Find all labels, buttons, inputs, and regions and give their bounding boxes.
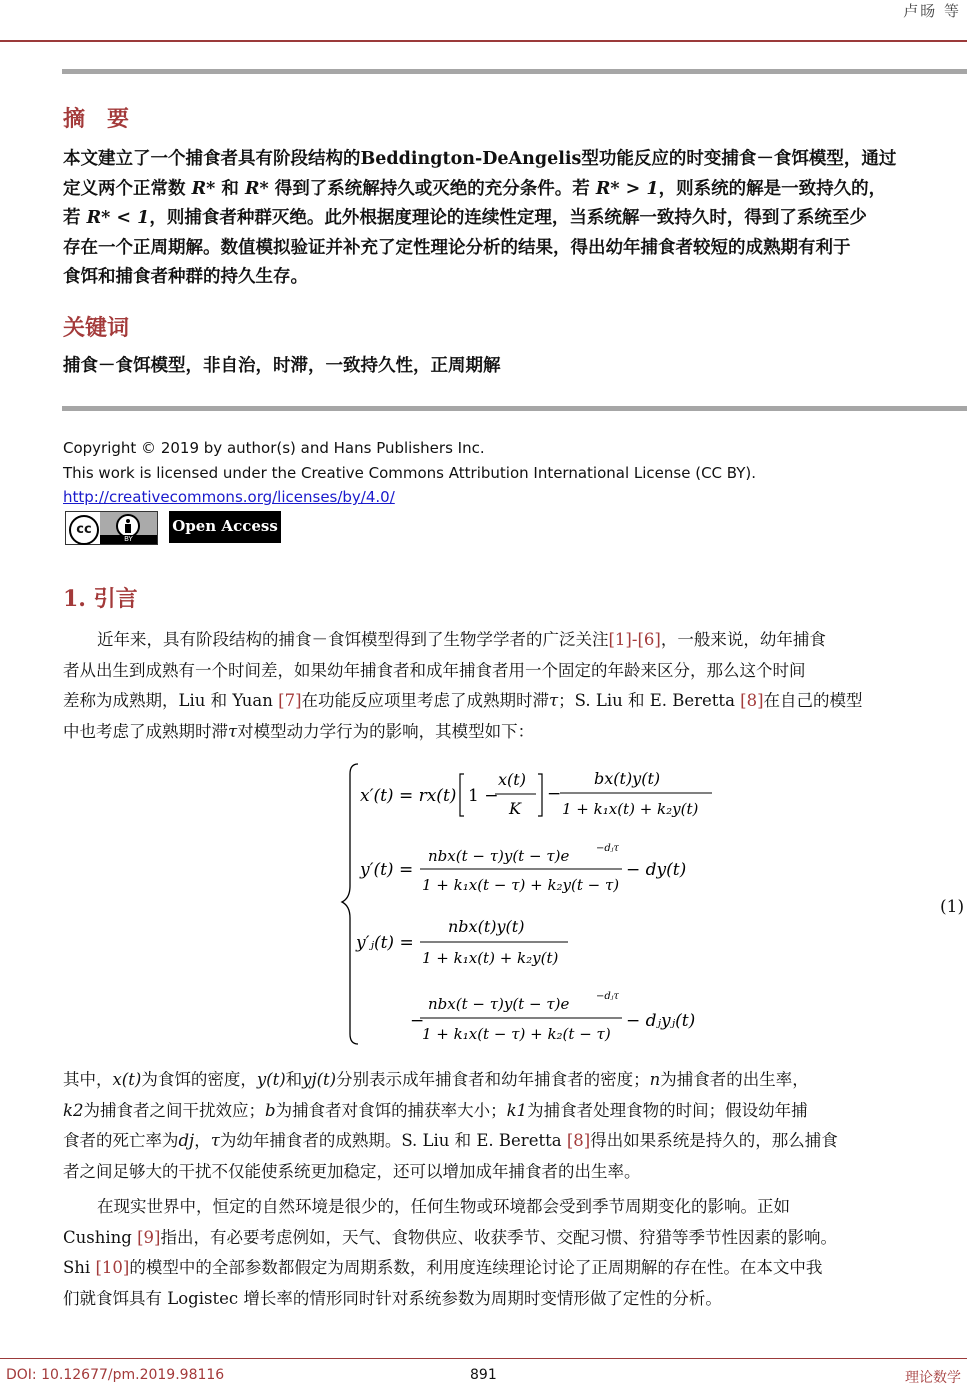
- eq1-left-bracket: [460, 774, 464, 816]
- symbol-x-t: x(t): [112, 1070, 142, 1089]
- symbol-b: b: [265, 1100, 276, 1120]
- symbol-r-star: R*: [191, 178, 216, 199]
- cc-by-badge[interactable]: [65, 511, 158, 545]
- para3-line-3: [63, 1253, 967, 1284]
- symbol-k1: k1: [506, 1100, 528, 1120]
- citation-10[interactable]: [10]: [95, 1258, 130, 1277]
- text-part: 对模型动力学行为的影响，其模型如下：: [237, 721, 535, 741]
- license-line: This work is licensed under the Creative Commons Attribution International License (CC BY).: [63, 464, 757, 482]
- symbol-tau: τ: [549, 691, 559, 710]
- text-part: ，: [194, 1131, 211, 1150]
- eq3-den: 1 + k₁x(t) + k₂y(t): [422, 949, 559, 967]
- abstract-body: [63, 145, 967, 293]
- symbol-y-t: y(t): [256, 1070, 286, 1089]
- text-part: 为捕食者处理食物的时间；假设幼年捕: [527, 1100, 808, 1120]
- eq2-den: 1 + k₁x(t − τ) + k₂y(t − τ): [422, 876, 620, 894]
- text-part: 和: [285, 1070, 303, 1089]
- eq1-frac2-num: bx(t)y(t): [594, 769, 661, 788]
- text-part: ，一般来说，幼年捕食: [660, 630, 826, 649]
- keywords-title: 关键词: [63, 315, 130, 341]
- header-rule: [0, 40, 967, 42]
- bottom-divider-bar: [62, 406, 967, 411]
- abstract-line-4: 存在一个正周期解。数值模拟验证并补充了定性理论分析的结果，得出幼年捕食者较短的成熟期有利于: [63, 237, 851, 258]
- eq2-lhs: y′(t) =: [360, 860, 414, 880]
- footer-doi[interactable]: DOI: 10.12677/pm.2019.98116: [6, 1367, 225, 1383]
- text-part: 食者的死亡率为: [63, 1131, 179, 1150]
- eq1-minus: −: [547, 784, 562, 804]
- text-part: 在自己的模型: [763, 691, 863, 710]
- citation-9[interactable]: [9]: [137, 1227, 161, 1247]
- eq1-one: 1 −: [468, 786, 499, 806]
- text-part: 分别表示成年捕食者和幼年捕食者的密度；: [336, 1070, 650, 1089]
- by-label: BY: [100, 535, 157, 544]
- text-part: 为食饵的密度，: [141, 1070, 257, 1089]
- para1-line-1: [63, 625, 967, 656]
- eq2-exp: −dⱼτ: [596, 843, 619, 854]
- abstract-line-5: 食饵和捕食者种群的持久生存。: [63, 267, 308, 287]
- eq4-den: 1 + k₁x(t − τ) + k₂(t − τ): [422, 1025, 611, 1043]
- text-part: 为捕食者的出生率，: [660, 1070, 809, 1089]
- intro-paragraph-2: [63, 1065, 967, 1187]
- text-part: 指出，有必要考虑例如，天气、食物供应、收获季节、交配习惯、狩猎等季节性因素的影响。: [160, 1227, 837, 1247]
- license-link[interactable]: http://creativecommons.org/licenses/by/4.0/: [63, 488, 395, 506]
- footer-journal: 理论数学: [905, 1370, 961, 1386]
- para3-line-2: [63, 1223, 967, 1254]
- para3-line-4: 们就食饵具有 Logistec 增长率的情形同时针对系统参数为周期时变情形做了定性的分析。: [63, 1288, 722, 1308]
- text-part: 差称为成熟期，Liu 和 Yuan: [63, 691, 279, 710]
- text-part: 得出如果系统是持久的，那么捕食: [590, 1131, 838, 1150]
- text-part: Cushing: [63, 1227, 138, 1247]
- attribution-icon-body: [125, 524, 131, 533]
- text-part: 近年来，具有阶段结构的捕食－食饵模型得到了生物学学者的广泛关注: [97, 630, 609, 649]
- text-part: 在功能反应项里考虑了成熟期时滞: [301, 691, 550, 710]
- intro-paragraph-1: [63, 625, 967, 747]
- text-part: ；S. Liu 和 E. Beretta: [558, 691, 741, 710]
- symbol-tau: τ: [228, 721, 238, 741]
- para2-line-1: [63, 1065, 967, 1096]
- eq1-right-bracket: [538, 774, 542, 816]
- eq4-exp: −dⱼτ: [596, 991, 619, 1002]
- abstract-title: 摘 要: [63, 106, 130, 132]
- citation-8[interactable]: [8]: [740, 691, 764, 710]
- citation-1-6[interactable]: [1]-[6]: [608, 630, 661, 649]
- eq3-lhs: y′ⱼ(t) =: [356, 933, 414, 953]
- cc-icon: cc: [69, 515, 99, 545]
- condition-r-greater-1: R* > 1: [595, 178, 659, 199]
- eq1-lhs: x′(t) = rx(t): [360, 786, 457, 806]
- text-part: 中也考虑了成熟期时滞: [63, 721, 228, 741]
- para2-line-2: [63, 1096, 967, 1127]
- abstract-line-1: 本文建立了一个捕食者具有阶段结构的Beddington-DeAngelis型功能反应的时变捕食－食饵模型，通过: [63, 149, 897, 169]
- open-access-badge[interactable]: Open Access: [169, 511, 281, 543]
- keywords-list: 捕食－食饵模型，非自治，时滞，一致持久性，正周期解: [63, 356, 501, 376]
- eq3-num: nbx(t)y(t): [448, 917, 525, 936]
- eq2-num: nbx(t − τ)y(t − τ)e: [428, 847, 570, 865]
- top-divider-bar: [62, 69, 967, 74]
- footer-page-number: 891: [470, 1367, 497, 1383]
- para3-line-1: 在现实世界中，恒定的自然环境是很少的，任何生物或环境都会受到季节周期变化的影响。正如: [97, 1197, 790, 1216]
- equation-system-1: [340, 758, 760, 1050]
- eq4-minus: −: [410, 1011, 425, 1031]
- equation-number: (1): [940, 897, 965, 917]
- citation-7[interactable]: [7]: [278, 691, 302, 710]
- attribution-icon-head: [126, 519, 130, 523]
- text-part: 的模型中的全部参数都假定为周期系数，利用度连续理论讨论了正周期解的存在性。在本文中我: [129, 1258, 823, 1277]
- para2-line-4: 者之间足够大的干扰不仅能使系统更加稳定，还可以增加成年捕食者的出生率。: [63, 1161, 641, 1181]
- abstract-text-part: ，则捕食者种群灭绝。此外根据度理论的连续性定理，当系统解一致持久时，得到了系统至少: [149, 208, 867, 228]
- running-header-author: 卢旸 等: [903, 2, 961, 20]
- text-part: 为捕食者之间干扰效应；: [83, 1100, 265, 1120]
- eq1-frac1-den: K: [509, 799, 521, 818]
- para2-line-3: [63, 1126, 967, 1157]
- symbol-yj-t: yj(t): [302, 1070, 337, 1089]
- eq1-frac2-den: 1 + k₁x(t) + k₂y(t): [562, 800, 699, 818]
- text-part: 其中，: [63, 1070, 113, 1089]
- abstract-text-part: 得到了系统解持久或灭绝的充分条件。若: [274, 178, 590, 199]
- abstract-line-3: [63, 204, 967, 234]
- abstract-line-2: [63, 175, 967, 205]
- intro-paragraph-3: [63, 1192, 967, 1314]
- abstract-text-part: ，则系统的解是一致持久的，: [658, 178, 887, 199]
- license-link-wrap: [63, 488, 395, 506]
- symbol-tau: τ: [210, 1131, 220, 1150]
- para1-line-4: [63, 717, 967, 748]
- footer-rule: [0, 1358, 967, 1359]
- condition-r-less-1: R* < 1: [86, 208, 150, 228]
- symbol-dj: dj: [178, 1131, 195, 1150]
- eq4-num: nbx(t − τ)y(t − τ)e: [428, 995, 570, 1013]
- citation-8[interactable]: [8]: [566, 1131, 591, 1150]
- text-part: 为捕食者对食饵的捕获率大小；: [275, 1100, 507, 1120]
- eq4-tail: − dⱼyⱼ(t): [626, 1011, 696, 1031]
- text-part: Shi: [63, 1258, 96, 1277]
- abstract-text-part: 和: [221, 178, 239, 199]
- para1-line-2: 者从出生到成熟有一个时间差，如果幼年捕食者和成年捕食者用一个固定的年龄来区分，那么这个时间: [63, 660, 806, 680]
- eq1-frac1-num: x(t): [498, 770, 526, 789]
- copyright-line: Copyright © 2019 by author(s) and Hans Publishers Inc.: [63, 439, 485, 457]
- section-1-title: 1. 引言: [63, 586, 138, 612]
- text-part: 为幼年捕食者的成熟期。S. Liu 和 E. Beretta: [219, 1131, 567, 1150]
- abstract-text-part: 若: [63, 208, 81, 228]
- symbol-n: n: [649, 1070, 661, 1089]
- eq2-tail: − dy(t): [626, 860, 687, 880]
- left-brace: [342, 764, 358, 1044]
- symbol-k2: k2: [63, 1100, 84, 1120]
- para1-line-3: [63, 686, 967, 717]
- symbol-r-sub: R*: [244, 178, 269, 199]
- abstract-text-part: 定义两个正常数: [63, 178, 186, 199]
